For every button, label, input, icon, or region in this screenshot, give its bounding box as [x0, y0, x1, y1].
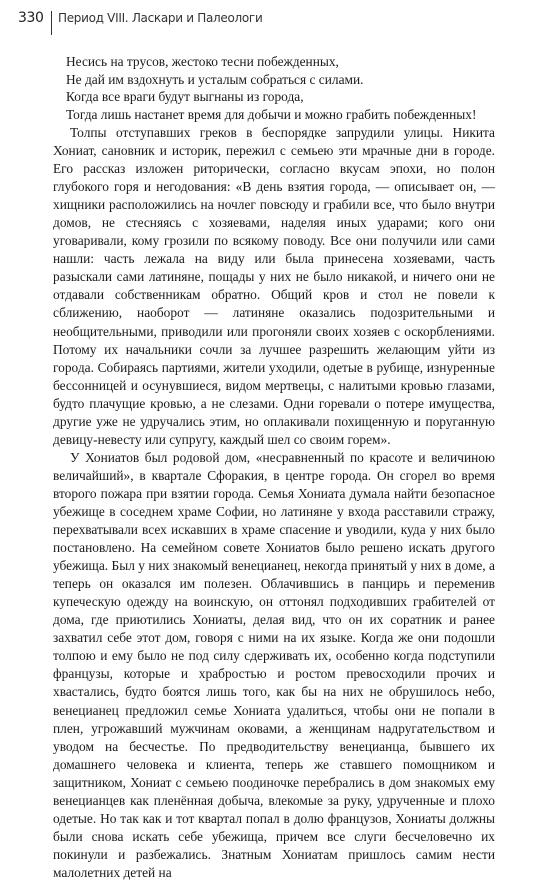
poem-excerpt [66, 53, 526, 123]
paragraph: У Хониатов был родовой дом, «несравненный по красоте и величиною величайший», в квартале Сфоракия, в центре города. Он сгорел во время второго пожара при взятии города. Семья Хониата думала найти безопасное убежище в соседнем храме Софии, но латиняне у входа расставили стражу, перехватывали всех искавших в храме спасение и уводили, куда у них было постановлено. На семейном совете Хониатов было решено искать другого убежища. Был у них знакомый венецианец, некогда принятый у них в доме, а теперь он оказался им полезен. Облачившись в панцирь и переменив купеческую одежду на воинскую, он оттонял подходивших грабителей от дома, где приютились Хониаты, делая вид, что он их соратник и ранее захватил себе этот дом, говоря с ними на их языке. Когда же они подошли толпою и ему было не под силу сдерживать их, особенно когда подступили французы, которые и храбростью и ростом превосходили прочих и хвастались, будто боятся лишь того, как бы на них не обрушилось небо, венецианец предложил семье Хониата удалиться, чтобы они не попали в плен, угрожавший мужчинам оковами, а женщинам надругательством и уводом на бесчестье. По предводительству венецианца, бывшего их домашнего человека и клиента, теперь же ставшего помощником и защитником, Хониат с семьею поодиночке перебрались в дом знакомых ему венецианцев как пленённая добыча, влекомые за руку, удрученные и плохо одетые. Но так как и тот квартал попал в долю французов, Хониаты должны были снова искать себе убежища, причем все слуги бесчеловечно их покинули и разбежались. Знатным Хониатам пришлось самим нести малолетних детей на [53, 449, 495, 880]
poem-line: Несись на трусов, жестоко тесни побежденных, [66, 54, 339, 69]
header-divider [51, 11, 52, 35]
page-number: 330 [18, 10, 44, 26]
body-text [53, 124, 495, 882]
poem-line: Когда все враги будут выгнаны из города, [66, 89, 304, 104]
page-header [0, 10, 540, 32]
poem-line: Не дай им вздохнуть и усталым собраться с силами. [66, 71, 364, 87]
paragraph: Толпы отступавших греков в беспорядке запрудили улицы. Никита Хониат, сановник и историк, пережил с семьею эти мрачные дни в городе. Его рассказ изложен риторически, согласно вкусам эпохи, но полон глубокого горя и негодования: «В день взятия города, — описывает он, — хищники расположились на ночлег повсюду и грабили все, что было внутри домов, не стесняясь с хозяевами, наделяя иных ударами; кого они уговаривали, кому грозили по всякому поводу. Все они получили или сами нашли: часть лежала на виду или была принесена хозяевами, часть разыскали сами латиняне, пощады у них не было никакой, и ничего они не отдавали собственникам обратно. Общий кров и стол не повели к сближению, наоборот — латиняне оказались подозрительными и необщительными, приводили или прогоняли своих хозяев с оскорблениями. Потому их начальники сочли за лучшее разрешить желающим уйти из города. Собираясь партиями, жители уходили, одетые в рубище, изнуренные бессонницей и осунувшиеся, видом мертвецы, с налитыми кровью глазами, будто плачущие кровью, а не слезами. Одни горевали о потере имущества, другие уже не удручались этим, но оплакивали похищенную и поруганную девицу-невесту или супругу, каждый шел со своим горем». [53, 125, 495, 447]
poem-line: Тогда лишь настанет время для добычи и можно грабить побежденных! [66, 106, 477, 122]
running-title: Период VIII. Ласкари и Палеологи [58, 11, 263, 25]
